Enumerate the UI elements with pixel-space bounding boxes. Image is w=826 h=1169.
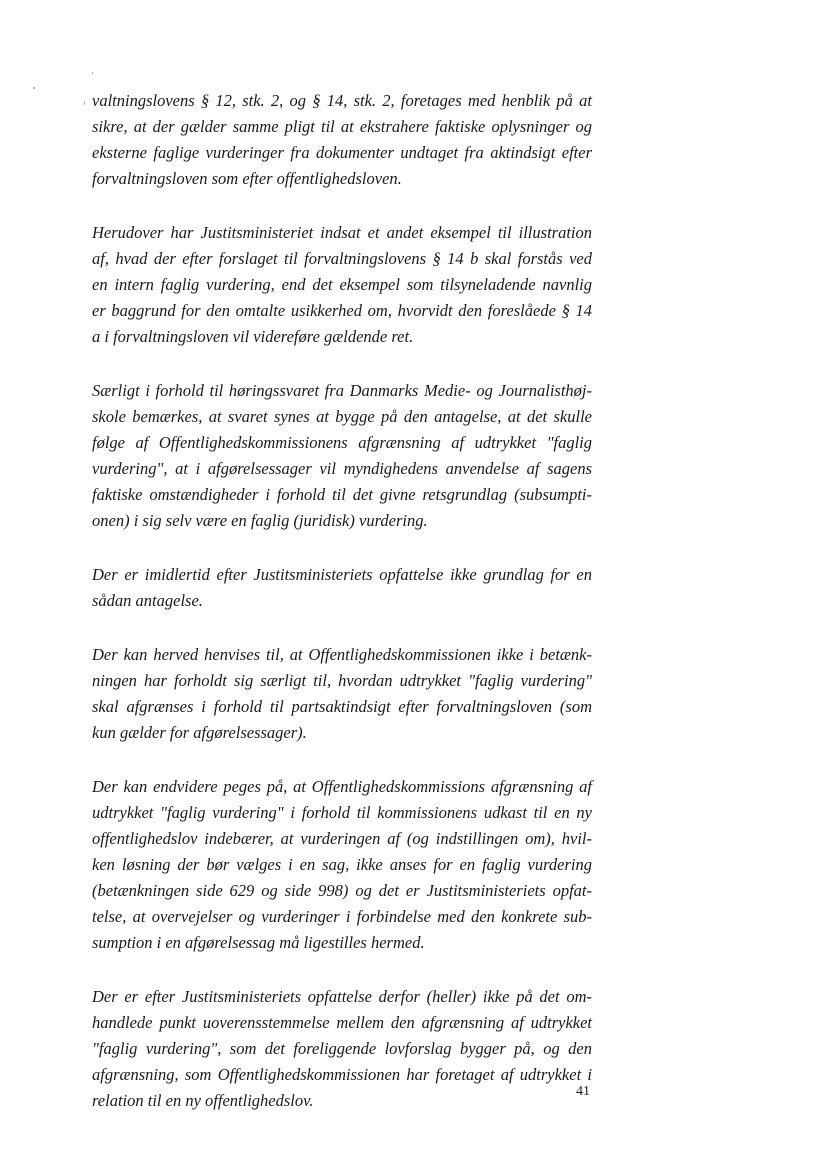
paragraph-4 (92, 562, 592, 614)
text-line: Herudover har Justitsministeriet indsat et andet eksempel til illustration (92, 223, 592, 242)
paragraph-6 (92, 774, 592, 956)
text-line: sådan antagelse. (92, 591, 203, 610)
text-line: faktiske omstændigheder i forhold til det givne retsgrundlag (subsumpti- (92, 485, 592, 504)
text-line: sumption i en afgørelsessag må ligestilles hermed. (92, 933, 425, 952)
text-line: eksterne faglige vurderinger fra dokumenter undtaget fra aktindsigt efter (92, 143, 592, 162)
text-line: ken løsning der bør vælges i en sag, ikke anses for en faglig vurdering (92, 855, 592, 874)
text-line: af, hvad der efter forslaget til forvaltningslovens § 14 b skal forstås ved (92, 249, 592, 268)
text-line: a i forvaltningsloven vil videreføre gældende ret. (92, 327, 414, 346)
text-line: vurdering", at i afgørelsessager vil myndighedens anvendelse af sagens (92, 459, 592, 478)
text-line: valtningslovens § 12, stk. 2, og § 14, stk. 2, foretages med henblik på at (92, 91, 592, 110)
text-line: Særligt i forhold til høringssvaret fra Danmarks Medie- og Journalisthøj- (92, 381, 592, 400)
text-line: Der kan herved henvises til, at Offentlighedskommissionen ikke i betænk- (92, 645, 592, 664)
text-line: ningen har forholdt sig særligt til, hvordan udtrykket "faglig vurdering" (92, 671, 592, 690)
paragraph-3 (92, 378, 592, 534)
text-line: telse, at overvejelser og vurderinger i forbindelse med den konkrete sub- (92, 907, 592, 926)
text-line: sikre, at der gælder samme pligt til at ekstrahere faktiske oplysninger og (92, 117, 592, 136)
text-line: afgrænsning, som Offentlighedskommissionen har foretaget af udtrykket i (92, 1065, 592, 1084)
paragraph-2 (92, 220, 592, 350)
text-line: følge af Offentlighedskommissionens afgrænsning af udtrykket "faglig (92, 433, 592, 452)
text-line: onen) i sig selv være en faglig (juridisk) vurdering. (92, 511, 428, 530)
text-line: offentlighedslov indebærer, at vurderingen af (og indstillingen om), hvil- (92, 829, 592, 848)
text-line: Der kan endvidere peges på, at Offentlighedskommissions afgrænsning af (92, 777, 592, 796)
text-line: skole bemærkes, at svaret synes at bygge på den antagelse, at det skulle (92, 407, 592, 426)
text-line: udtrykket "faglig vurdering" i forhold til kommissionens udkast til en ny (92, 803, 592, 822)
text-line: relation til en ny offentlighedslov. (92, 1091, 314, 1110)
scan-speck (84, 101, 85, 105)
text-line: en intern faglig vurdering, end det eksempel som tilsyneladende navnlig (92, 275, 592, 294)
text-line: kun gælder for afgørelsessager). (92, 723, 307, 742)
text-line: Der er efter Justitsministeriets opfattelse derfor (heller) ikke på det om- (92, 987, 592, 1006)
text-line: forvaltningsloven som efter offentlighedsloven. (92, 169, 402, 188)
scan-speck (33, 87, 35, 89)
text-line: skal afgrænses i forhold til partsaktindsigt efter forvaltningsloven (som (92, 697, 592, 716)
paragraph-1 (92, 88, 592, 192)
body-text (92, 88, 592, 1142)
paragraph-5 (92, 642, 592, 746)
paragraph-7 (92, 984, 592, 1114)
text-line: Der er imidlertid efter Justitsministeriets opfattelse ikke grundlag for en (92, 565, 592, 584)
text-line: handlede punkt uoverensstemmelse mellem den afgrænsning af udtrykket (92, 1013, 592, 1032)
text-line: "faglig vurdering", som det foreliggende lovforslag bygger på, og den (92, 1039, 592, 1058)
page-number: 41 (576, 1084, 590, 1099)
scan-speck (92, 72, 93, 74)
text-line: (betænkningen side 629 og side 998) og det er Justitsministeriets opfat- (92, 881, 592, 900)
text-line: er baggrund for den omtalte usikkerhed om, hvorvidt den foreslåede § 14 (92, 301, 592, 320)
